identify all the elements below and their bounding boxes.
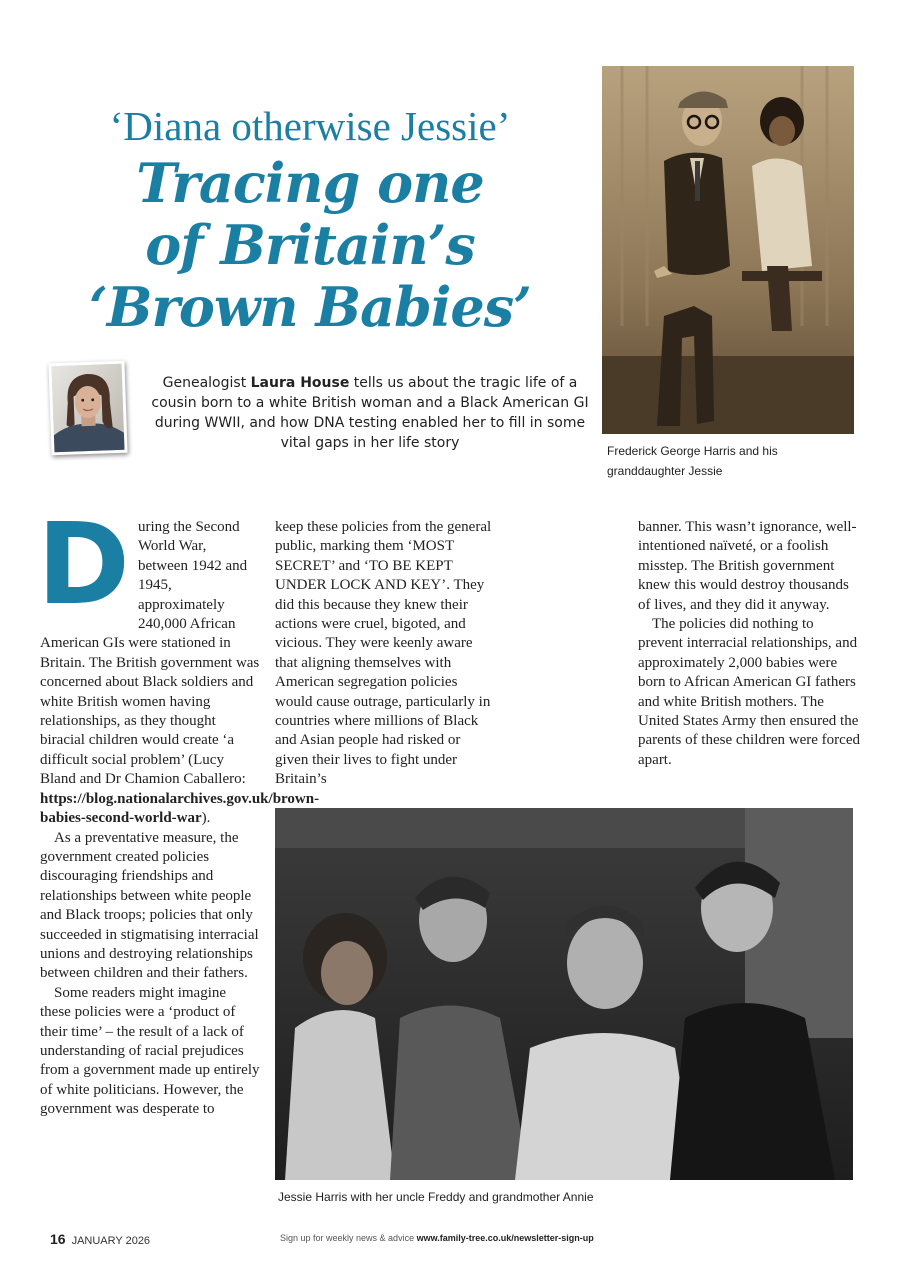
col3-para1: banner. This wasn’t ignorance, well-intentioned naïveté, or a foolish misstep. The British government knew this would destroy thousands of lives, and they did it anyway. — [638, 519, 857, 613]
headline — [40, 152, 580, 338]
col1-para3: Some readers might imagine these policies were a ‘product of their time’ – the result of a lack of understanding of racial prejudices from a government made up entirely of white politicians. However, the government was desperate to — [40, 984, 260, 1118]
author-portrait — [48, 361, 127, 456]
headline-line-1: Tracing one — [136, 151, 484, 215]
headline-line-3: ‘Brown Babies’ — [89, 275, 531, 339]
signup-link[interactable]: www.family-tree.co.uk/newsletter-sign-up — [416, 1233, 594, 1243]
drop-cap: D — [37, 500, 130, 630]
title-kicker: ‘Diana otherwise Jessie’ — [109, 103, 511, 149]
article-column-1 — [37, 500, 320, 1120]
signup-text: Sign up for weekly news & advice — [280, 1233, 417, 1243]
photo-family-group — [275, 808, 853, 1180]
photo-top-caption: Frederick George Harris and his granddaughter Jessie — [607, 444, 778, 478]
standfirst-post: tells us about the tragic life of a cousin born to a white British woman and a Black American GI during WWII, and how DNA testing enabled her to fill in some vital gaps in her life story — [151, 375, 589, 451]
article-column-3 — [638, 518, 860, 770]
headline-line-2: of Britain’s — [145, 213, 475, 277]
photo-grandfather-and-jessie — [602, 66, 854, 434]
issue-date: JANUARY 2026 — [71, 1235, 151, 1247]
standfirst-pre: Genealogist — [162, 375, 251, 391]
col2-para1: keep these policies from the general public, marking them ‘MOST SECRET’ and ‘TO BE KEPT UNDER LOCK AND KEY’. They did this because they knew their actions were cruel, bigoted, and vicious. They were keenly aware that aligning themselves with American segregation policies would cause outrage, particularly in countries where millions of Black and Asian people had risked or given their lives to fight under Britain’s — [275, 519, 492, 788]
author-name: Laura House — [250, 375, 350, 391]
col1-para1: uring the Second World War, between 1942 and 1945, approximately 240,000 African American GIs were stationed in Britain. The British government was concerned about Black soldiers and white British women having relationships, as they thought biracial children would create ‘a difficult social problem’ (Lucy Bland and Dr Chamion Caballero: — [40, 519, 260, 788]
source-link[interactable]: https://blog.nationalarchives.gov.uk/brown-babies-second-world-war — [40, 790, 320, 827]
col1-para2: As a preventative measure, the government created policies discouraging friendships and relationships between white people and Black troops; policies that only succeeded in stigmatising interracial unions and destroying relationships between children and their fathers. — [40, 829, 259, 982]
col3-para2: The policies did nothing to prevent interracial relationships, and approximately 2,000 babies were born to African American GI fathers and white British mothers. The United States Army then ensured the parents of these children were forced apart. — [638, 616, 860, 768]
photo-bottom-caption: Jessie Harris with her uncle Freddy and grandmother Annie — [278, 1190, 594, 1204]
page-number: 16 — [50, 1231, 66, 1247]
title-block — [40, 100, 580, 338]
col1-para1-end: ). — [201, 810, 211, 827]
standfirst — [140, 373, 600, 453]
page-footer-left — [50, 1231, 150, 1247]
article-column-2 — [275, 518, 495, 790]
newsletter-signup — [280, 1233, 594, 1243]
